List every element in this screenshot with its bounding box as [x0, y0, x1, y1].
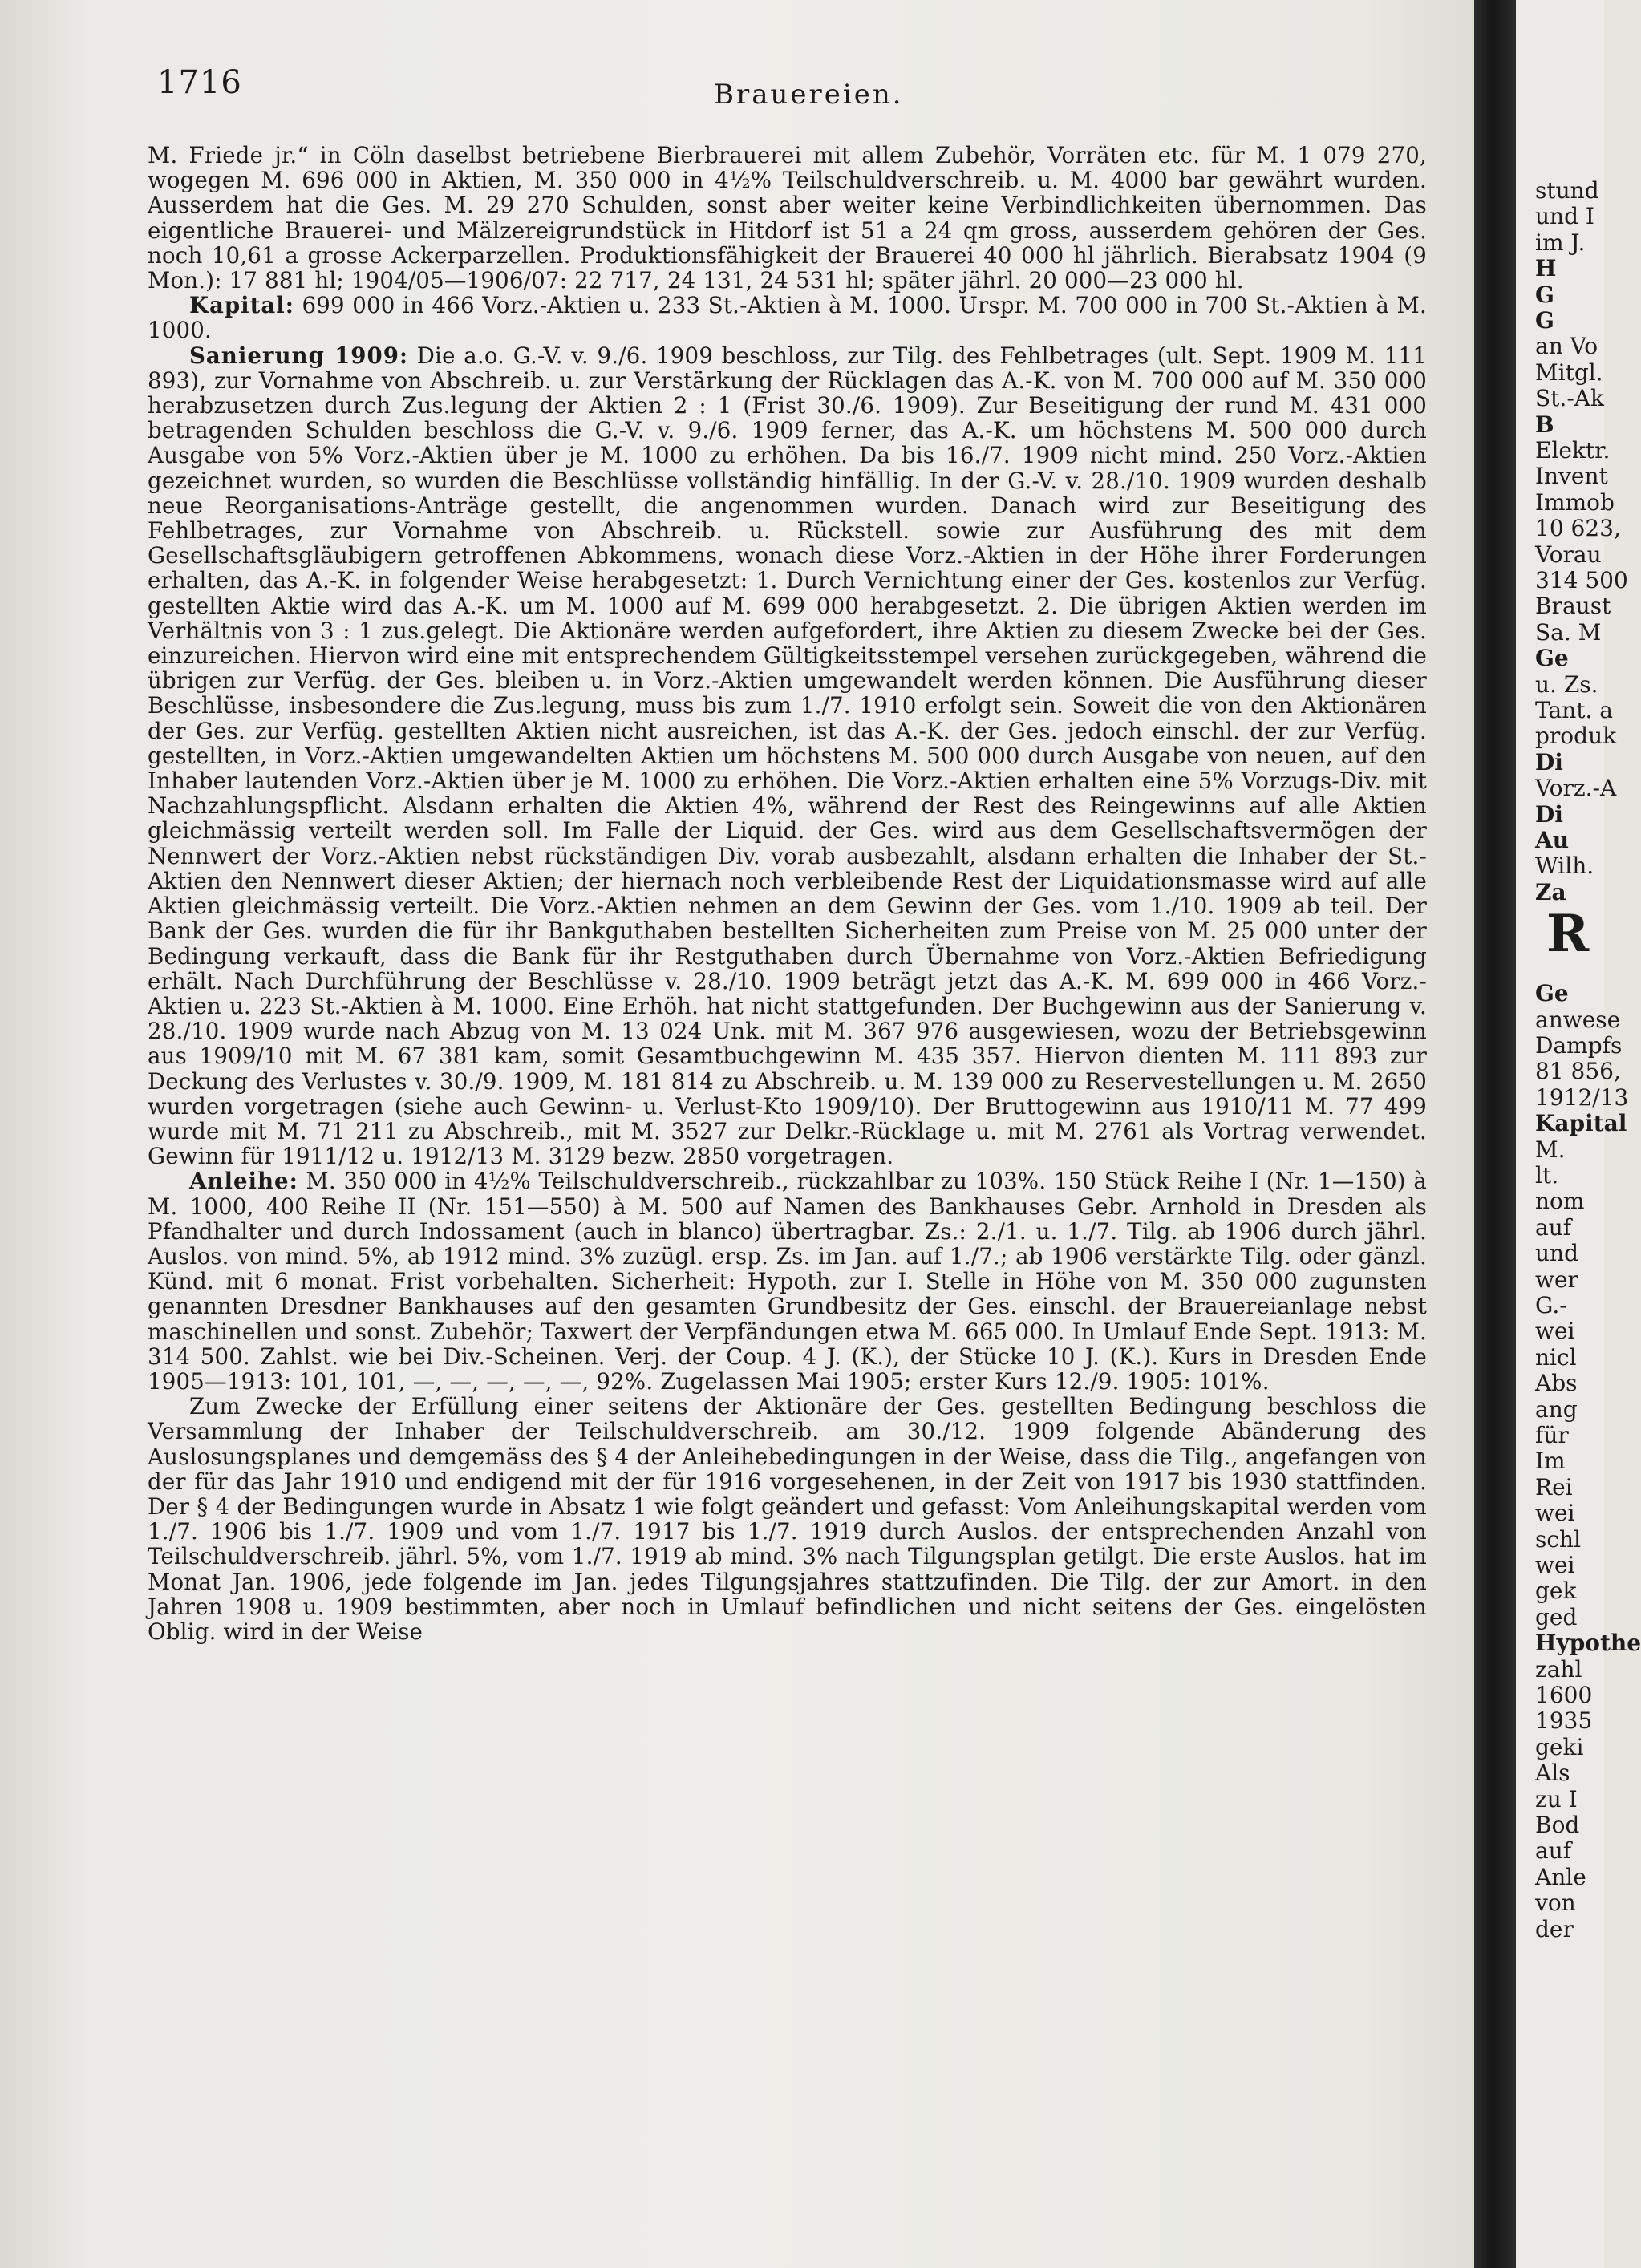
page-number: 1716: [157, 64, 242, 101]
facing-page-line: zu I: [1535, 1785, 1578, 1812]
running-head: Brauereien.: [714, 79, 904, 111]
facing-page-line: geki: [1535, 1733, 1584, 1760]
facing-page-line: und: [1535, 1240, 1578, 1267]
facing-page-line: St.-Ak: [1535, 385, 1604, 412]
facing-page-line: Im: [1535, 1448, 1566, 1475]
facing-page-fragment: [1516, 0, 1641, 2268]
kapital-paragraph: [148, 293, 1427, 342]
facing-page-line: Rei: [1535, 1473, 1573, 1501]
anleihe-text: M. 350 000 in 4½% Teilschuldverschreib., rückzahlbar zu 103%. 150 Stück Reihe I (Nr. 1—150) à M. 1000, 400 Reihe II (Nr. 151—550) à M. 500 auf Namen des Bankhauses Gebr. Arnhold in Dresden als Pfandhalter und durch Indossament (auch in blanco) übertragbar. Zs.: 2./1. u. 1./7. Tilg. ab 1906 durch jährl. Auslos. von mind. 5%, ab 1912 mind. 3% zuzügl. ersp. Zs. im Jan. auf 1./7.; ab 1906 verstärkte Tilg. oder gänzl. Künd. mit 6 monat. Frist vorbehalten. Sicherheit: Hypoth. zur I. Stelle in Höhe von M. 350 000 zugunsten genannten Dresdner Bankhauses auf den gesamten Grundbesitz der Ges. einschl. der Brauereianlage nebst maschinellen und sonst. Zubehör; Taxwert der Verpfändungen etwa M. 665 000. In Umlauf Ende Sept. 1913: M. 314 500. Zahlst. wie bei Div.-Scheinen. Verj. der Coup. 4 J. (K.), der Stücke 10 J. (K.). Kurs in Dresden Ende 1905—1913: 101, 101, —, —, —, —, —, 92%. Zugelassen Mai 1905; erster Kurs 12./9. 1905: 101%.: [148, 1168, 1427, 1395]
facing-page-line: Sa. M: [1535, 618, 1602, 646]
facing-page-line: auf: [1535, 1837, 1572, 1865]
facing-page-line: an Vo: [1535, 333, 1598, 360]
intro-paragraph: M. Friede jr.“ in Cöln daselbst betriebene Bierbrauerei mit allem Zubehör, Vorräten etc. für M. 1 079 270, wogegen M. 696 000 in Aktien, M. 350 000 in 4½% Teilschuldverschreib. u. M. 4000 bar gewährt wurden. Ausserdem hat die Ges. M. 29 270 Schulden, sonst aber weiter keine Verbindlichkeiten übernommen. Das eigentliche Brauerei- und Mälzereigrundstück in Hitdorf ist 51 a 24 qm gross, ausserdem gehören der Ges. noch 10,61 a grosse Ackerparzellen. Produktionsfähigkeit der Brauerei 40 000 hl jährlich. Bierabsatz 1904 (9 Mon.): 17 881 hl; 1904/05—1906/07: 22 717, 24 131, 24 531 hl; später jährl. 20 000—23 000 hl.: [148, 142, 1427, 294]
facing-page-line: wer: [1535, 1266, 1578, 1293]
facing-page-line: von: [1535, 1889, 1576, 1917]
facing-page-line: 1912/13: [1535, 1083, 1629, 1111]
sanierung-label: Sanierung 1909:: [189, 342, 409, 369]
facing-page-line: Au: [1535, 827, 1570, 853]
kapital-label: Kapital:: [189, 292, 294, 319]
facing-page-line: stund: [1535, 177, 1599, 204]
facing-page-line: G: [1535, 281, 1554, 308]
facing-page-line: Abs: [1535, 1370, 1578, 1397]
facing-page-line: G: [1535, 307, 1554, 334]
facing-page-line: Mitgl.: [1535, 358, 1603, 386]
facing-page-line: zahl: [1535, 1655, 1582, 1683]
facing-page-line: für: [1535, 1422, 1569, 1448]
closing-paragraph: Zum Zwecke der Erfüllung einer seitens der Aktionäre der Ges. gestellten Bedingung beschloss die Versammlung der Inhaber der Teilschuldverschreib. am 30./12. 1909 folgende Abänderung des Auslosungsplanes und demgemäss des § 4 der Anleihebedingungen in der Weise, dass die Tilg., angefangen von der für das Jahr 1910 und endigend mit der für 1916 vorgesehenen, in der Zeit von 1917 bis 1930 stattfinden. Der § 4 der Bedingungen wurde in Absatz 1 wie folgt geändert und gefasst: Vom Anleihungskapital werden vom 1./7. 1906 bis 1./7. 1909 und vom 1./7. 1917 bis 1./7. 1919 durch Auslos. der entsprechenden Anzahl von Teilschuldverschreib. jährl. 5%, vom 1./7. 1919 ab mind. 3% nach Tilgungsplan getilgt. Die erste Auslos. hat im Monat Jan. 1906, jede folgende im Jan. jedes Tilgungsjahres stattzufinden. Die Tilg. der zur Amort. in den Jahren 1908 u. 1909 bestimmten, aber noch in Umlauf befindlichen und nicht seitens der Ges. eingelösten Oblig. wird in der Weise: [148, 1393, 1427, 1645]
sanierung-paragraph: [148, 343, 1427, 1169]
facing-page-line: gek: [1535, 1577, 1577, 1605]
facing-page-line: 1935: [1535, 1707, 1593, 1735]
facing-page-line: auf: [1535, 1213, 1572, 1241]
facing-page-line: Tant. a: [1535, 697, 1613, 723]
kapital-text: 699 000 in 466 Vorz.-Aktien u. 233 St.-Aktien à M. 1000. Urspr. M. 700 000 in 700 St.-Aktien à M. 1000.: [148, 292, 1427, 344]
facing-page-line: Di: [1535, 748, 1563, 776]
facing-page-line: Invent: [1535, 463, 1608, 490]
anleihe-paragraph: [148, 1168, 1427, 1394]
facing-page-line: wei: [1535, 1318, 1575, 1345]
facing-page-line: u. Zs.: [1535, 670, 1598, 698]
facing-page-line: H: [1535, 255, 1557, 282]
facing-page-line: nom: [1535, 1188, 1585, 1215]
facing-page-line: 10 623,: [1535, 515, 1621, 542]
facing-page-line: Kapital: [1535, 1110, 1627, 1137]
facing-page-line: im J.: [1535, 229, 1586, 256]
facing-page-line: Ge: [1535, 980, 1569, 1007]
facing-page-line: wei: [1535, 1500, 1575, 1527]
facing-page-line: schl: [1535, 1525, 1582, 1553]
facing-page-line: lt.: [1535, 1162, 1559, 1189]
facing-page-line: Bod: [1535, 1812, 1580, 1838]
facing-page-line: Vorz.-A: [1535, 775, 1617, 802]
facing-page-line: R: [1546, 904, 1590, 965]
facing-page-line: Hypothe: [1535, 1630, 1641, 1657]
facing-page-line: Za: [1535, 878, 1566, 905]
book-gutter: [1474, 0, 1516, 2268]
sanierung-text: Die a.o. G.-V. v. 9./6. 1909 beschloss, zur Tilg. des Fehlbetrages (ult. Sept. 1909 M. 111 893), zur Vornahme von Abschreib. u. zur Verstärkung der Rücklagen das A.-K. von M. 700 000 auf M. 350 000 herabzusetzen durch Zus.legung der Aktien 2 : 1 (Frist 30./6. 1909). Zur Beseitigung der rund M. 431 000 betragenden Schulden beschloss die G.-V. v. 9./6. 1909 ferner, das A.-K. um höchstens M. 500 000 durch Ausgabe von 5% Vorz.-Aktien über je M. 1000 zu erhöhen. Da bis 16./7. 1909 nicht mind. 250 Vorz.-Aktien gezeichnet wurden, so wurden die Beschlüsse vollständig hinfällig. In der G.-V. v. 28./10. 1909 wurden deshalb neue Reorganisations-Anträge gestellt, die angenommen wurden. Danach wird zur Beseitigung des Fehlbetrages, zur Vornahme von Abschreib. u. Rückstell. sowie zur Ausführung des mit dem Gesellschaftsgläubigern getroffenen Abkommens, wonach diese Vorz.-Aktien in der Höhe ihrer Forderungen erhalten, das A.-K. in folgender Weise herabgesetzt: 1. Durch Vernichtung einer der Ges. kostenlos zur Verfüg. gestellten Aktie wird das A.-K. um M. 1000 auf M. 699 000 herabgesetzt. 2. Die übrigen Aktien werden im Verhältnis von 3 : 1 zus.gelegt. Die Aktionäre werden aufgefordert, ihre Aktien zu diesem Zwecke bei der Ges. einzureichen. Hiervon wird eine mit entsprechendem Gültigkeitsstempel versehen zurückgegeben, während die übrigen zur Verfüg. der Ges. bleiben u. in Vorz.-Aktien umgewandelt werden können. Die Ausführung dieser Beschlüsse, insbesondere die Zus.legung, muss bis zum 1./7. 1910 erfolgt sein. Soweit die von den Aktionären der Ges. zur Verfüg. gestellten Aktien nicht ausreichen, ist das A.-K. der Ges. jedoch einschl. der zur Verfüg. gestellten, in Vorz.-Aktien umgewandelten Aktien um höchstens M. 500 000 durch Ausgabe von neuen, auf den Inhaber lautenden Vorz.-Aktien über je M. 1000 zu erhöhen. Die Vorz.-Aktien erhalten eine 5% Vorzugs-Div. mit Nachzahlungspflicht. Alsdann erhalten die Aktien 4%, während der Rest des Reingewinns auf alle Aktien gleichmässig verteilt werden soll. Im Falle der Liquid. der Ges. wird aus dem Gesellschaftsvermögen der Nennwert der Vorz.-Aktien nebst rückständigen Div. vorab ausbezahlt, alsdann erhalten die Inhaber der St.-Aktien den Nennwert dieser Aktien; der hiernach noch verbleibende Rest der Liquidationsmasse wird auf alle Aktien gleichmässig verteilt. Die Vorz.-Aktien nehmen an dem Gewinn der Ges. vom 1./10. 1909 ab teil. Der Bank der Ges. wurden die für ihr Bankguthaben bestellten Sicherheiten zum Preise von M. 25 000 unter der Bedingung verkauft, dass die Bank für ihr Restguthaben durch Übernahme von Vorz.-Aktien Befriedigung erhält. Nach Durchführung der Beschlüsse v. 28./10. 1909 beträgt jetzt das A.-K. M. 699 000 in 466 Vorz.-Aktien u. 223 St.-Aktien à M. 1000. Eine Erhöh. hat nicht stattgefunden. Der Buchgewinn aus der Sanierung v. 28./10. 1909 wurde nach Abzug von M. 13 024 Unk. mit M. 367 976 ausgewiesen, wozu der Betriebsgewinn aus 1909/10 mit M. 67 381 kam, somit Gesamtbuchgewinn M. 435 357. Hiervon dienten M. 111 893 zur Deckung des Verlustes v. 30./9. 1909, M. 181 814 zu Abschreib. u. M. 139 000 zu Reservestellungen u. M. 2650 wurden vorgetragen (siehe auch Gewinn- u. Verlust-Kto 1909/10). Der Bruttogewinn aus 1910/11 M. 77 499 wurde mit M. 71 211 zu Abschreib., mit M. 3527 zur Delkr.-Rücklage u. mit M. 2761 als Vortrag verwendet. Gewinn für 1911/12 u. 1912/13 M. 3129 bezw. 2850 vorgetragen.: [148, 342, 1427, 1170]
facing-page-line: M.: [1535, 1136, 1566, 1163]
facing-page-line: Vorau: [1535, 541, 1602, 568]
facing-page-line: der: [1535, 1915, 1574, 1942]
facing-page-line: G.-: [1535, 1292, 1567, 1318]
facing-page-line: und I: [1535, 203, 1594, 230]
facing-page-line: Ge: [1535, 645, 1569, 672]
facing-page-line: produk: [1535, 723, 1617, 750]
facing-page-line: ged: [1535, 1603, 1578, 1630]
facing-page-line: Dampfs: [1535, 1032, 1623, 1059]
facing-page-line: ang: [1535, 1395, 1578, 1423]
facing-page-line: Als: [1535, 1760, 1570, 1787]
facing-page-line: Di: [1535, 800, 1563, 828]
facing-page-line: Elektr.: [1535, 437, 1611, 464]
body-text: [148, 143, 1427, 1644]
facing-page-line: Immob: [1535, 488, 1615, 516]
facing-page-line: Braust: [1535, 593, 1611, 620]
facing-page-line: Wilh.: [1535, 853, 1594, 880]
facing-page-line: Anle: [1535, 1863, 1586, 1890]
facing-page-line: 81 856,: [1535, 1058, 1621, 1085]
facing-page-line: nicl: [1535, 1343, 1577, 1371]
facing-page-line: wei: [1535, 1552, 1575, 1578]
facing-page-line: 1600: [1535, 1682, 1593, 1708]
facing-page-line: anwese: [1535, 1006, 1621, 1033]
anleihe-label: Anleihe:: [189, 1168, 298, 1195]
facing-page-line: 314 500: [1535, 567, 1628, 593]
facing-page-line: B: [1535, 411, 1554, 438]
